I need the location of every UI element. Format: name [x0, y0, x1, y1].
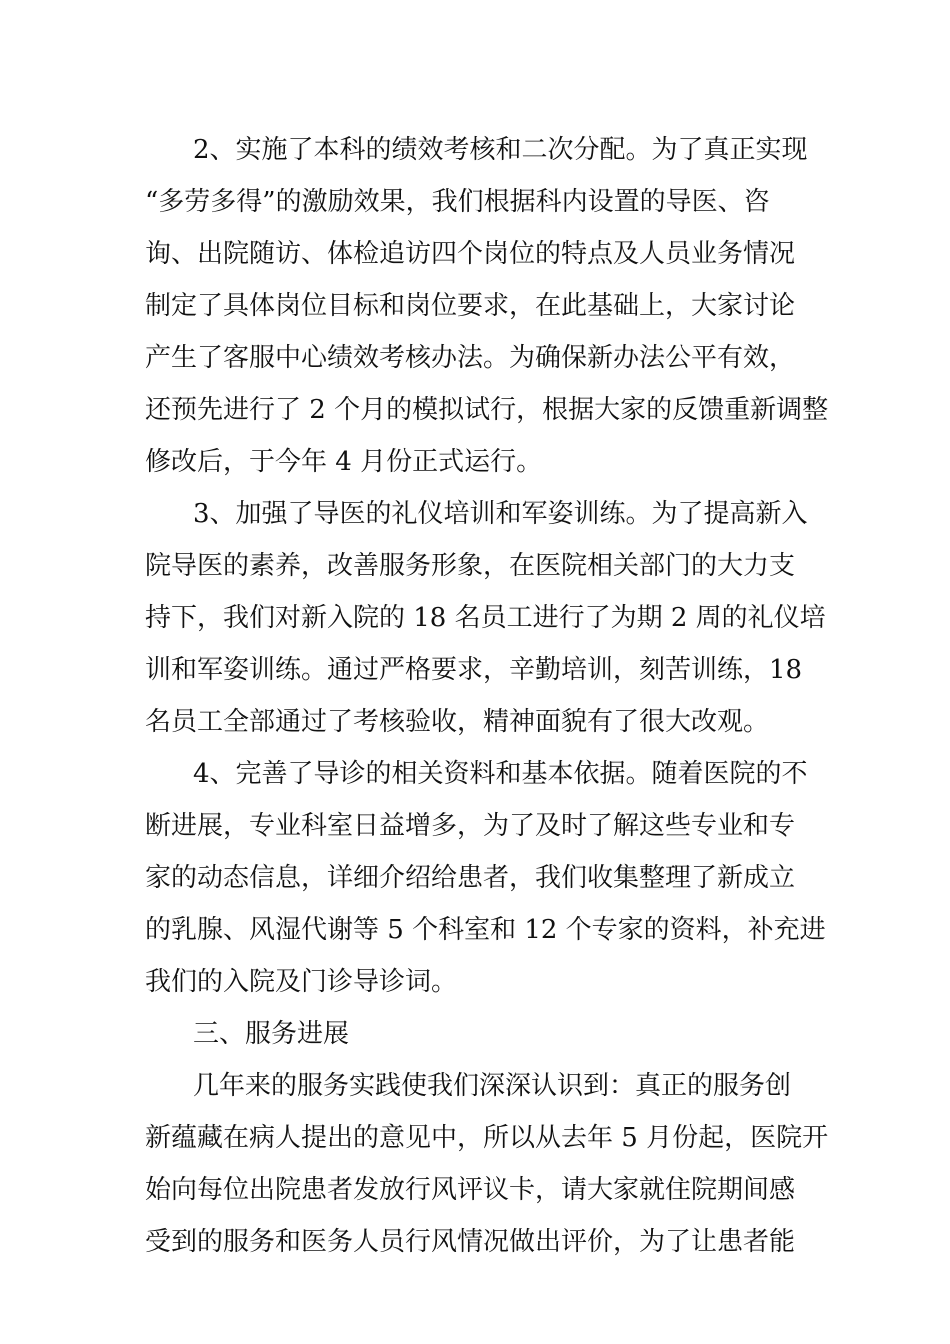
text-line: 院导医的素养，改善服务形象，在医院相关部门的大力支	[145, 551, 796, 581]
text-line: 制定了具体岗位目标和岗位要求，在此基础上，大家讨论	[145, 291, 796, 321]
section-heading: 三、服务进展	[193, 1019, 350, 1049]
text-line: 2、实施了本科的绩效考核和二次分配。为了真正实现	[193, 135, 808, 165]
text-line: 新蕴藏在病人提出的意见中，所以从去年 5 月份起，医院开	[145, 1123, 829, 1153]
text-line: 持下，我们对新入院的 18 名员工进行了为期 2 周的礼仪培	[145, 603, 826, 633]
text-line: 断进展，专业科室日益增多，为了及时了解这些专业和专	[145, 811, 796, 841]
text-line: 询、出院随访、体检追访四个岗位的特点及人员业务情况	[145, 239, 796, 269]
text-line: 受到的服务和医务人员行风情况做出评价，为了让患者能	[145, 1227, 796, 1257]
text-line: 产生了客服中心绩效考核办法。为确保新办法公平有效，	[145, 343, 796, 373]
text-line: 还预先进行了 2 个月的模拟试行，根据大家的反馈重新调整	[145, 395, 829, 425]
text-line: 名员工全部通过了考核验收，精神面貌有了很大改观。	[145, 707, 770, 737]
text-line: “多劳多得”的激励效果，我们根据科内设置的导医、咨	[145, 187, 770, 217]
text-line: 我们的入院及门诊导诊词。	[145, 967, 458, 997]
text-line: 的乳腺、风湿代谢等 5 个科室和 12 个专家的资料，补充进	[145, 915, 826, 945]
text-line: 3、加强了导医的礼仪培训和军姿训练。为了提高新入	[193, 499, 808, 529]
text-line: 4、完善了导诊的相关资料和基本依据。随着医院的不	[193, 759, 808, 789]
text-line: 训和军姿训练。通过严格要求，辛勤培训，刻苦训练，18	[145, 655, 803, 685]
text-line: 家的动态信息，详细介绍给患者，我们收集整理了新成立	[145, 863, 796, 893]
text-line: 始向每位出院患者发放行风评议卡，请大家就住院期间感	[145, 1175, 796, 1205]
text-line: 几年来的服务实践使我们深深认识到：真正的服务创	[193, 1071, 792, 1101]
text-line: 修改后，于今年 4 月份正式运行。	[145, 447, 543, 477]
